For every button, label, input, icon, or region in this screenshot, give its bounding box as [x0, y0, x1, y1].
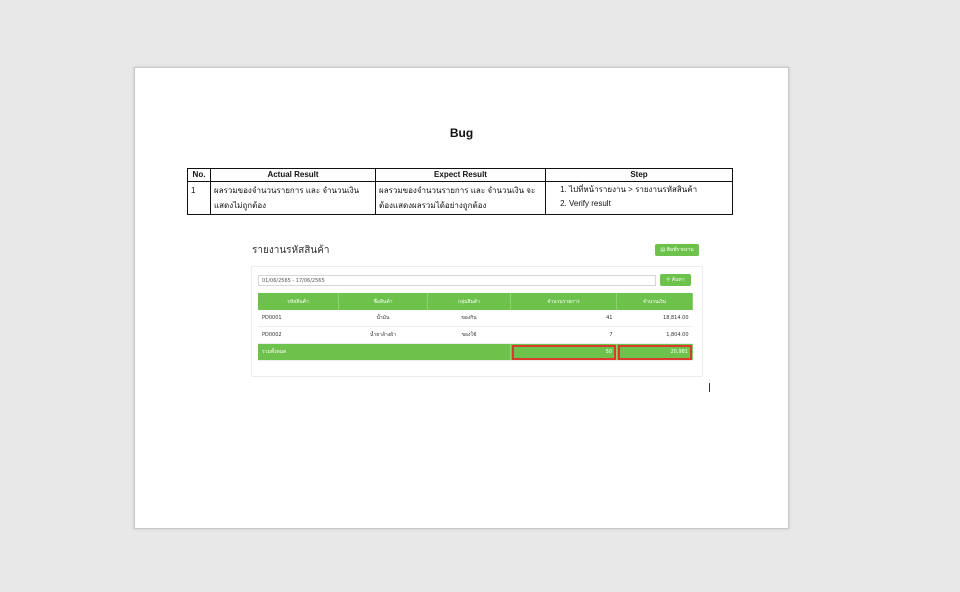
cell-count: 41	[511, 310, 617, 327]
header-expect-result: Expect Result	[376, 169, 546, 182]
report-screenshot	[251, 238, 703, 378]
document-icon: ▤	[660, 247, 666, 253]
export-label: พิมพ์รายงาน	[666, 247, 694, 253]
step-item: 1. ไปที่หน้ารายงาน > รายงานรหัสสินค้า	[569, 183, 729, 197]
cell-group: ของใช้	[428, 327, 511, 344]
table-row	[258, 310, 693, 327]
cell-group: ของกิน	[428, 310, 511, 327]
report-card	[251, 266, 703, 377]
export-report-button[interactable]	[655, 244, 699, 256]
total-label: รวมทั้งหมด	[258, 344, 511, 361]
cell-count: 7	[511, 327, 617, 344]
cell-amount: 1,804.00	[617, 327, 693, 344]
date-range-input[interactable]: 01/06/2565 - 17/06/2565	[258, 275, 656, 286]
bug-no: 1	[188, 182, 211, 215]
actual-result: ผลรวมของจำนวนรายการ และ จำนวนเงิน แสดงไม่ถูกต้อง	[211, 182, 376, 215]
text-cursor	[709, 383, 710, 392]
search-label: ค้นหา	[671, 277, 685, 283]
table-row	[258, 327, 693, 344]
document-page	[134, 67, 789, 529]
col-code: รหัสสินค้า	[258, 293, 339, 310]
cell-name: น้ำมัน	[339, 310, 428, 327]
cell-code: PD0002	[258, 327, 339, 344]
col-group: กลุ่มสินค้า	[428, 293, 511, 310]
bug-table-header	[188, 169, 733, 182]
cell-amount: 18,814.00	[617, 310, 693, 327]
header-actual-result: Actual Result	[211, 169, 376, 182]
table-row	[188, 182, 733, 215]
col-count: จำนวนรายการ	[511, 293, 617, 310]
total-amount: 20,981	[617, 344, 693, 361]
expect-result: ผลรวมของจำนวนรายการ และ จำนวนเงิน จะต้องแสดงผลรวมได้อย่างถูกต้อง	[376, 182, 546, 215]
header-step: Step	[546, 169, 733, 182]
total-count: 50	[511, 344, 617, 361]
report-title: รายงานรหัสสินค้า	[252, 245, 330, 256]
step-list	[549, 183, 729, 211]
steps	[546, 182, 733, 215]
search-icon: ⚲	[666, 277, 671, 283]
col-name: ชื่อสินค้า	[339, 293, 428, 310]
col-amount: จำนวนเงิน	[617, 293, 693, 310]
report-header	[258, 293, 693, 310]
report-table	[258, 293, 693, 361]
cell-code: PD0001	[258, 310, 339, 327]
document-title: Bug	[449, 126, 474, 140]
step-item: 2. Verify result	[569, 197, 729, 211]
header-no: No.	[188, 169, 211, 182]
search-button[interactable]	[660, 274, 691, 286]
total-row	[258, 344, 693, 361]
cell-name: น้ำยาล้างผ้า	[339, 327, 428, 344]
bug-table	[187, 168, 733, 215]
